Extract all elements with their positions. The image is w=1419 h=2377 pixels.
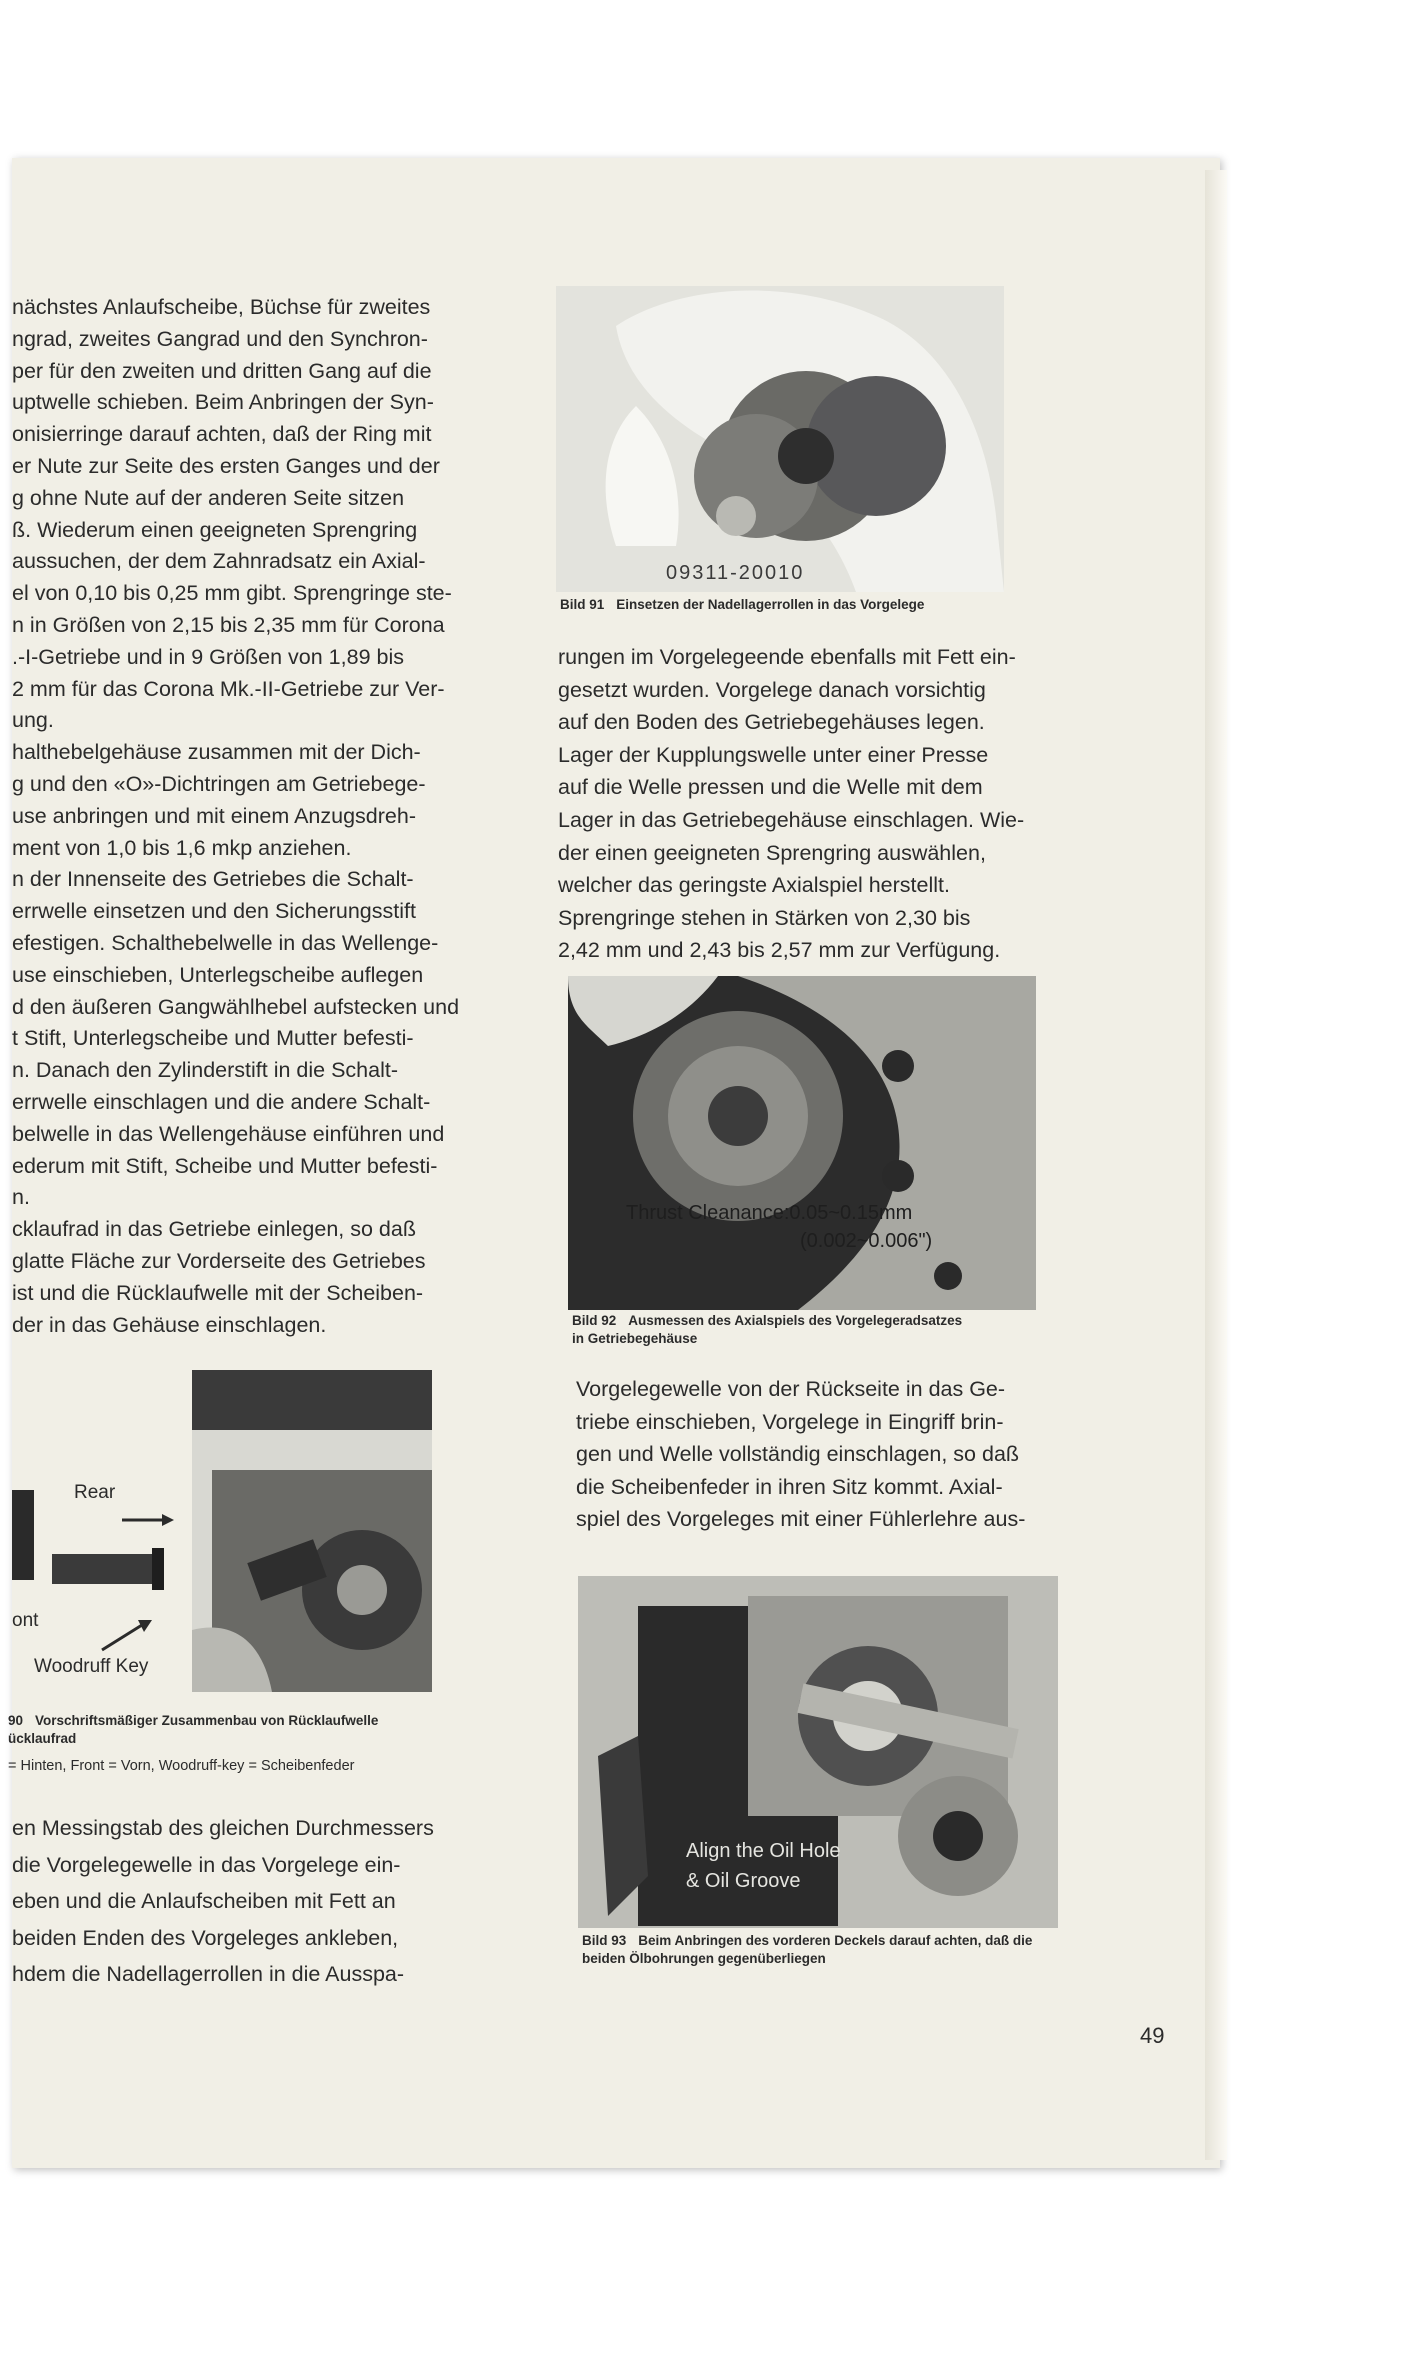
text-line: onisierringe darauf achten, daß der Ring mit xyxy=(12,422,432,447)
text-line: el von 0,10 bis 0,25 mm gibt. Sprengringe ste- xyxy=(12,581,452,606)
caption-text: Vorschriftsmäßiger Zusammenbau von Rücklaufwelle xyxy=(35,1713,379,1728)
figure-93-photo xyxy=(578,1576,1058,1928)
text-line: belwelle in das Wellengehäuse einführen und xyxy=(12,1121,445,1146)
text-line: n. xyxy=(12,1185,30,1210)
text-line: Lager in das Getriebegehäuse einschlagen. Wie- xyxy=(558,807,1025,832)
text-line: eben und die Anlaufscheiben mit Fett an xyxy=(12,1889,396,1913)
text-line: .-I-Getriebe und in 9 Größen von 1,89 bis xyxy=(12,644,404,669)
text-line: der in das Gehäuse einschlagen. xyxy=(12,1312,327,1337)
caption-text: beiden Ölbohrungen gegenüberliegen xyxy=(582,1951,826,1966)
text-line: g ohne Nute auf der anderen Seite sitzen xyxy=(12,485,405,510)
caption-text: Beim Anbringen des vorderen Deckels darauf achten, daß die xyxy=(638,1933,1033,1948)
figure-92-photo xyxy=(568,976,1036,1310)
page-number: 49 xyxy=(1140,2023,1165,2048)
figure-90-legend: = Hinten, Front = Vorn, Woodruff-key = Scheibenfeder xyxy=(8,1758,355,1774)
figure-90-caption xyxy=(8,1712,378,1748)
text-line: Sprengringe stehen in Stärken von 2,30 bis xyxy=(558,905,971,930)
oil-groove-label: & Oil Groove xyxy=(686,1870,801,1892)
text-line: glatte Fläche zur Vorderseite des Getriebes xyxy=(12,1248,426,1273)
text-line: use einschieben, Unterlegscheibe auflegen xyxy=(12,962,424,987)
text-line: cklaufrad in das Getriebe einlegen, so daß xyxy=(12,1217,416,1242)
text-line: n der Innenseite des Getriebes die Schalt- xyxy=(12,867,414,892)
text-line: nächstes Anlaufscheibe, Büchse für zweites xyxy=(12,295,431,319)
text-line: ß. Wiederum einen geeigneten Sprengring xyxy=(12,517,418,542)
text-line: efestigen. Schalthebelwelle in das Wellenge- xyxy=(12,930,439,955)
text-line: rungen im Vorgelegeende ebenfalls mit Fett ein- xyxy=(558,645,1016,669)
text-line: halthebelgehäuse zusammen mit der Dich- xyxy=(12,740,421,765)
rear-label: Rear xyxy=(74,1482,116,1503)
text-line: errwelle einschlagen und die andere Schalt- xyxy=(12,1089,431,1114)
figure-number: 90 xyxy=(8,1713,24,1728)
text-line: ung. xyxy=(12,708,54,733)
figure-number: Bild 93 xyxy=(582,1933,627,1948)
thrust-clearance-inch-label: (0.002~0.006") xyxy=(800,1230,933,1252)
text-line: use anbringen und mit einem Anzugsdreh- xyxy=(12,803,416,828)
text-line: ederum mit Stift, Scheibe und Mutter befesti- xyxy=(12,1153,438,1178)
text-line: g und den «O»-Dichtringen am Getriebege- xyxy=(12,771,426,796)
right-column-text-bottom xyxy=(576,1373,1121,1536)
caption-text: Einsetzen der Nadellagerrollen in das Vorgelege xyxy=(616,597,925,612)
text-line: aussuchen, der dem Zahnradsatz ein Axial- xyxy=(12,549,426,574)
caption-text: ücklaufrad xyxy=(8,1731,77,1746)
text-line: ist und die Rücklaufwelle mit der Scheiben- xyxy=(12,1280,424,1305)
text-line: der einen geeigneten Sprengring auswählen, xyxy=(558,840,986,865)
text-line: 2 mm für das Corona Mk.-II-Getriebe zur Ver- xyxy=(12,676,445,701)
text-line: auf den Boden des Getriebegehäuses legen. xyxy=(558,710,985,735)
text-line: gen und Welle vollständig einschlagen, so daß xyxy=(576,1442,1020,1467)
text-line: welcher das geringste Axialspiel herstellt. xyxy=(558,873,950,898)
figure-90-diagram xyxy=(12,1370,192,1690)
gearbox-cover-illustration xyxy=(578,1576,1058,1928)
figure-93-caption xyxy=(582,1932,1032,1968)
thrust-clearance-label: Thrust Cleanance:0.05~0.15mm xyxy=(626,1202,913,1224)
text-line: d den äußeren Gangwählhebel aufstecken und xyxy=(12,994,460,1019)
text-line: uptwelle schieben. Beim Anbringen der Syn- xyxy=(12,390,434,415)
page-edge xyxy=(1205,170,1227,2160)
gearbox-illustration xyxy=(568,976,1036,1310)
text-line: n in Größen von 2,15 bis 2,35 mm für Corona xyxy=(12,612,445,637)
text-line: spiel des Vorgeleges mit einer Fühlerlehre aus- xyxy=(576,1507,1026,1532)
text-line: auf die Welle pressen und die Welle mit dem xyxy=(558,775,983,800)
text-line: 2,42 mm und 2,43 bis 2,57 mm zur Verfügung. xyxy=(558,938,1001,963)
text-line: ment von 1,0 bis 1,6 mkp anziehen. xyxy=(12,835,352,860)
caption-text: Ausmessen des Axialspiels des Vorgelegeradsatzes xyxy=(628,1313,963,1328)
text-line: Vorgelegewelle von der Rückseite in das Ge- xyxy=(576,1377,1006,1401)
text-line: ngrad, zweites Gangrad und den Synchron- xyxy=(12,326,428,351)
part-number-label: 09311-20010 xyxy=(666,562,805,584)
text-line: hdem die Nadellagerrollen in die Ausspa- xyxy=(12,1962,405,1986)
figure-92-caption xyxy=(572,1312,962,1348)
text-line: n. Danach den Zylinderstift in die Schalt- xyxy=(12,1058,399,1083)
figure-90-photo xyxy=(192,1370,432,1692)
reverse-gear-illustration xyxy=(192,1370,432,1692)
left-column-text xyxy=(12,292,500,1341)
figure-91-photo xyxy=(556,286,1004,592)
right-column-text xyxy=(558,641,1103,967)
woodruff-key-label: Woodruff Key xyxy=(34,1656,149,1677)
text-line: Lager der Kupplungswelle unter einer Presse xyxy=(558,742,989,767)
front-label: ont xyxy=(12,1610,39,1631)
left-column-text-bottom xyxy=(12,1810,520,1993)
text-line: en Messingstab des gleichen Durchmessers xyxy=(12,1816,434,1840)
align-oil-hole-label: Align the Oil Hole xyxy=(686,1840,841,1862)
text-line: gesetzt wurden. Vorgelege danach vorsichtig xyxy=(558,677,986,702)
text-line: er Nute zur Seite des ersten Ganges und der xyxy=(12,453,440,478)
text-line: t Stift, Unterlegscheibe und Mutter befesti- xyxy=(12,1026,414,1051)
text-line: beiden Enden des Vorgeleges ankleben, xyxy=(12,1925,399,1950)
text-line: die Vorgelegewelle in das Vorgelege ein- xyxy=(12,1852,401,1877)
figure-91-caption xyxy=(560,596,924,614)
gear-illustration xyxy=(556,286,1004,592)
figure-number: Bild 91 xyxy=(560,597,605,612)
rear-shaft-diagram xyxy=(12,1370,192,1690)
text-line: die Scheibenfeder in ihren Sitz kommt. Axial- xyxy=(576,1474,1003,1499)
caption-text: in Getriebegehäuse xyxy=(572,1331,698,1346)
text-line: errwelle einsetzen und den Sicherungsstift xyxy=(12,899,416,924)
text-line: per für den zweiten und dritten Gang auf die xyxy=(12,358,432,383)
figure-number: Bild 92 xyxy=(572,1313,617,1328)
text-line: triebe einschieben, Vorgelege in Eingriff brin- xyxy=(576,1409,1004,1434)
